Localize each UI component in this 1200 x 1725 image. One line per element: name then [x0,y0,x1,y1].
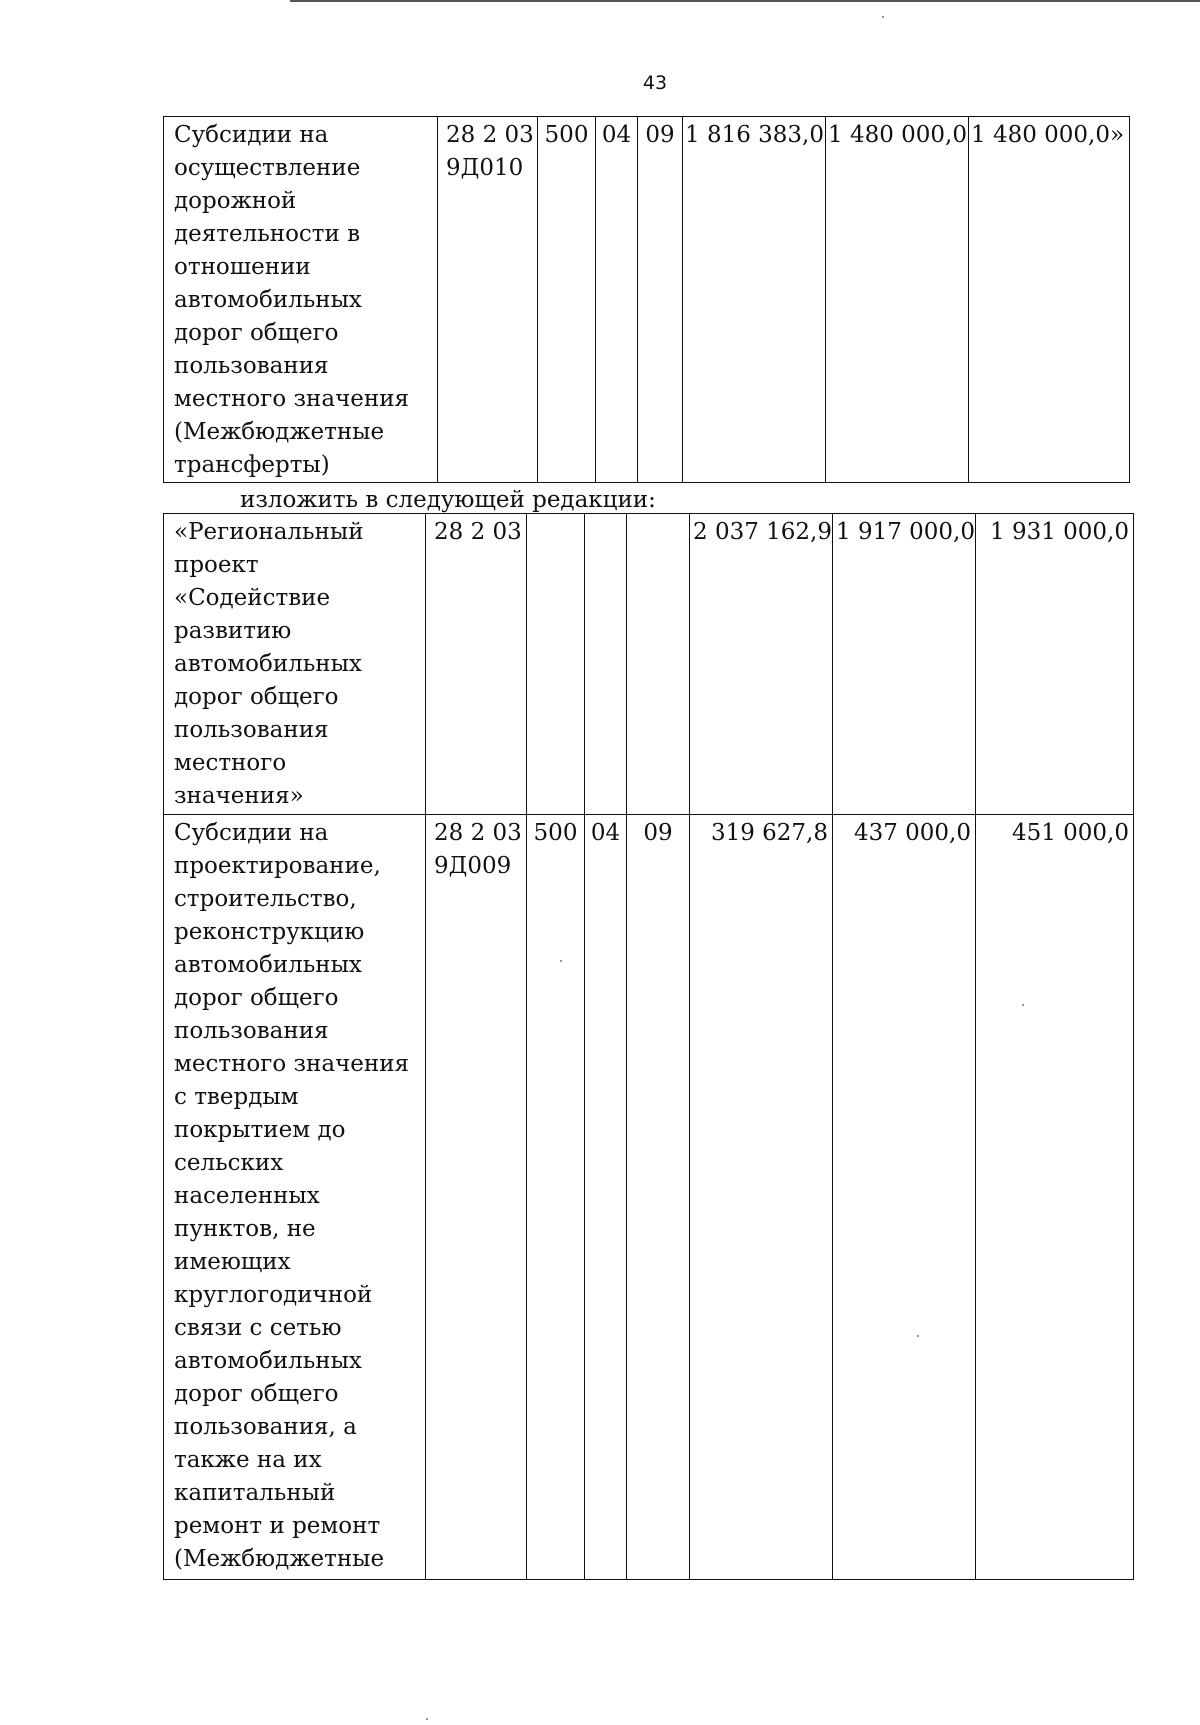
page-number: 43 [642,72,668,94]
scan-speck [917,1335,919,1337]
row-pr-cell: 09 [627,815,690,1580]
row-name-cell: Субсидии на осуществление дорожной деятельности в отношении автомобильных дорог общего пользования местного значения (Межбюджетные трансферты) [164,117,438,483]
row-sum3-cell: 451 000,0 [976,815,1134,1580]
row-vr-cell [527,514,585,815]
row-name-cell: «Региональный проект «Содействие развитию автомобильных дорог общего пользования местного значения» [164,514,426,815]
table-row [164,117,1130,483]
row-pr-cell [627,514,690,815]
row-pr-cell: 09 [638,117,683,483]
new-budget-table [163,513,1134,1580]
scan-speck [882,16,884,18]
row-vr-cell: 500 [527,815,585,1580]
row-code-cell: 28 2 03 [426,514,527,815]
scan-speck [560,960,562,962]
table-row [164,815,1134,1580]
top-rule [290,0,1200,2]
old-budget-table [163,116,1130,483]
row-sum2-cell: 1 917 000,0 [833,514,976,815]
row-sum1-cell: 319 627,8 [690,815,833,1580]
row-code-cell: 28 2 03 9Д010 [438,117,538,483]
row-code-cell: 28 2 03 9Д009 [426,815,527,1580]
instruction-text: изложить в следующей редакции: [240,487,656,513]
row-name-cell: Субсидии на проектирование, строительство, реконструкцию автомобильных дорог общего пользования местного значения с твердым покрытием до сельских населенных пунктов, не имеющих круглогодичной связи с сетью автомобильных дорог общего пользования, а также на их капитальный ремонт и ремонт (Межбюджетные [164,815,426,1580]
row-sum3-cell: 1 480 000,0» [969,117,1130,483]
table-row [164,514,1134,815]
row-rz-cell: 04 [585,815,627,1580]
row-sum3-cell: 1 931 000,0 [976,514,1134,815]
row-sum1-cell: 2 037 162,9 [690,514,833,815]
row-sum1-cell: 1 816 383,0 [683,117,826,483]
row-sum2-cell: 437 000,0 [833,815,976,1580]
row-sum2-cell: 1 480 000,0 [826,117,969,483]
row-rz-cell: 04 [596,117,638,483]
row-vr-cell: 500 [538,117,596,483]
scan-speck [1022,1004,1024,1006]
scan-speck [426,1718,428,1720]
row-rz-cell [585,514,627,815]
